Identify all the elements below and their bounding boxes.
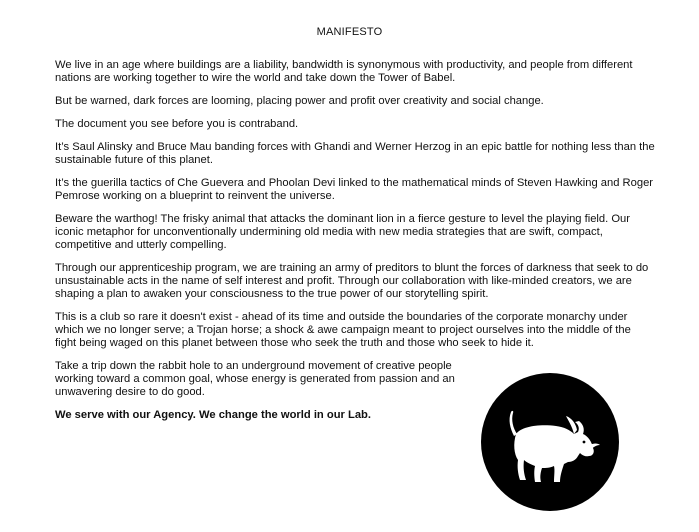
paragraph-4: It’s Saul Alinsky and Bruce Mau banding forces with Ghandi and Werner Herzog in an epic battle for nothing less than the sustainable future of this planet. <box>55 141 655 166</box>
paragraph-6: Beware the warthog! The frisky animal that attacks the dominant lion in a fierce gesture to level the playing field. Our iconic metaphor for unconventionally undermining old media with new media strategies that are swift, compact, competitive and utterly compelling. <box>55 213 631 251</box>
paragraph-9: Take a trip down the rabbit hole to an underground movement of creative people working toward a common goal, whose energy is generated from passion and an unwavering desire to do good. <box>55 360 455 398</box>
paragraph-1: We live in an age where buildings are a liability, bandwidth is synonymous with productivity, and people from different nations are working together to wire the world and take down the Tower of Babel. <box>55 59 633 84</box>
paragraph-2: But be warned, dark forces are looming, placing power and profit over creativity and social change. <box>55 95 544 107</box>
paragraph-8: This is a club so rare it doesn't exist - ahead of its time and outside the boundaries of the corporate monarchy under which we no longer serve; a Trojan horse; a shock & awe campaign meant to project ourselves into the middle of the fight being waged on this planet between those who seek the truth and those who seek to hide it. <box>55 311 631 349</box>
paragraph-7: Through our apprenticeship program, we are training an army of preditors to blunt the forces of darkness that seek to do unsustainable acts in the name of self interest and profit. Through our collaboration with like-minded creators, we are shaping a plan to awaken your consciousness to the true power of our storytelling spirit. <box>55 262 649 300</box>
closing-statement: We serve with our Agency. We change the world in our Lab. <box>55 409 371 421</box>
warthog-icon <box>480 372 620 512</box>
paragraph-3: The document you see before you is contraband. <box>55 118 299 130</box>
paragraph-5: It’s the guerilla tactics of Che Guevera and Phoolan Devi linked to the mathematical minds of Steven Hawking and Roger Pemrose working on a blueprint to reinvent the universe. <box>55 177 654 202</box>
warthog-eye <box>583 441 586 444</box>
warthog-logo <box>480 372 620 512</box>
page-title: MANIFESTO <box>316 26 383 38</box>
